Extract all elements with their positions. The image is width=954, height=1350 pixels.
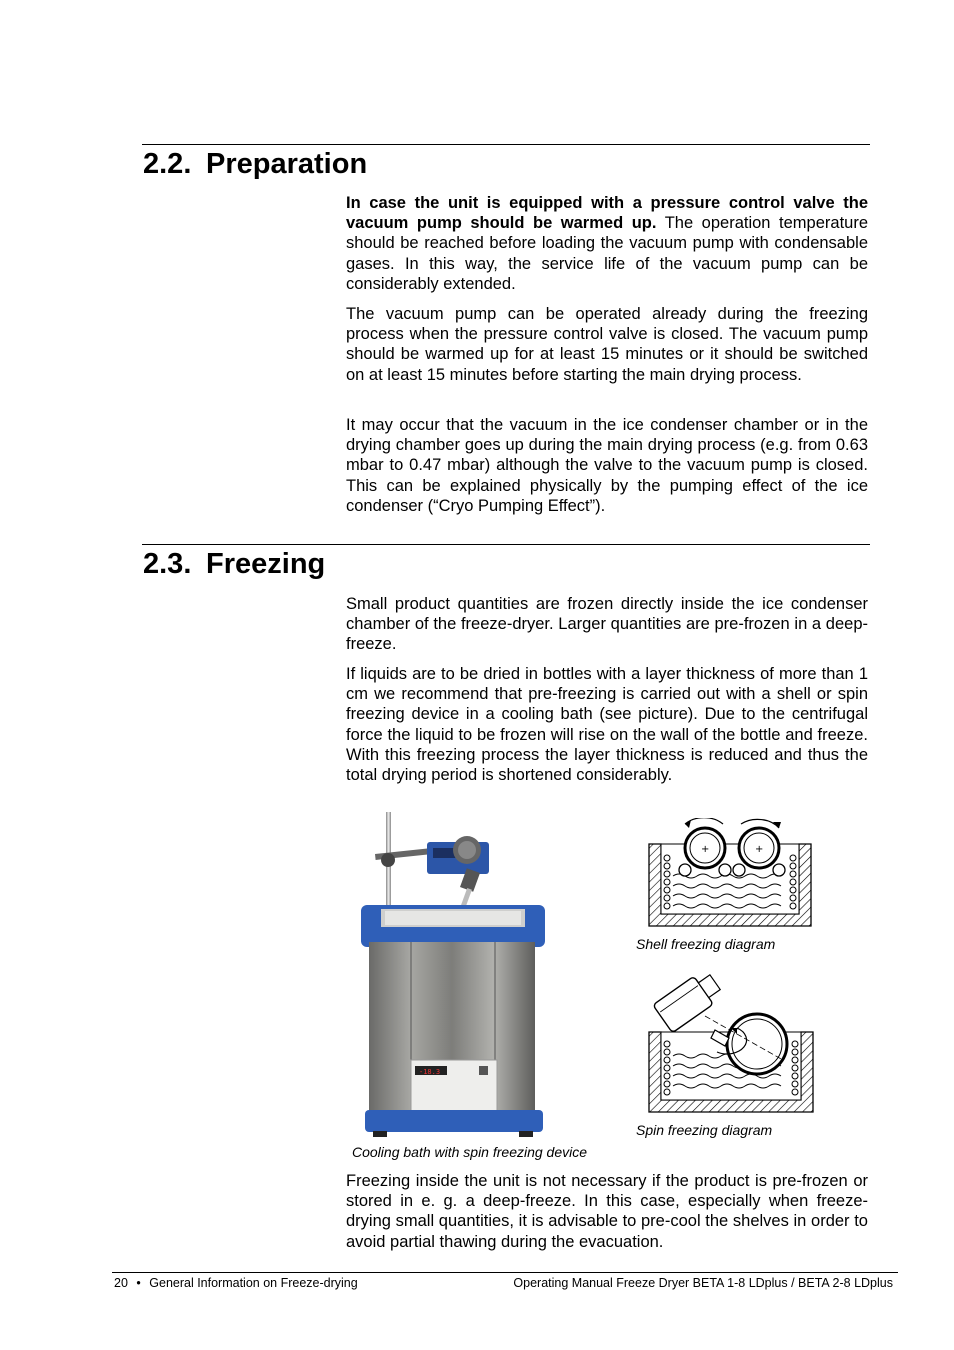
section-rule-freezing bbox=[142, 544, 870, 545]
heading-number: 2.2. bbox=[143, 148, 192, 180]
footer-bullet: • bbox=[136, 1276, 141, 1290]
preparation-bold-lead: In case the unit is equipped with a pressure control valve the vacuum pump should be warmed up. bbox=[346, 194, 868, 233]
heading-freezing bbox=[143, 547, 325, 581]
preparation-paragraph-1-rest: The operation temperature should be reached before loading the vacuum pump with condensable gases. In this way, the service life of the vacuum pump can be considerably extended. bbox=[346, 214, 868, 293]
cooling-bath-caption: Cooling bath with spin freezing device bbox=[352, 1144, 588, 1160]
preparation-paragraph-1 bbox=[346, 193, 868, 294]
spin-freezing-diagram bbox=[645, 972, 817, 1114]
preparation-paragraph-2: The vacuum pump can be operated already during the freezing process when the pressure control valve is closed. The vacuum pump should be warmed up for at least 15 minutes or it should be switched on at least 15 minutes before starting the main drying process. bbox=[346, 305, 868, 384]
svg-text:+: + bbox=[755, 844, 764, 855]
shell-freezing-caption: Shell freezing diagram bbox=[636, 936, 776, 952]
svg-text:+: + bbox=[701, 844, 710, 855]
section-rule-preparation bbox=[142, 144, 870, 145]
heading-number: 2.3. bbox=[143, 548, 192, 580]
heading-title: Freezing bbox=[206, 548, 326, 580]
footer-manual-title: Operating Manual Freeze Dryer BETA 1-8 LDplus / BETA 2-8 LDplus bbox=[513, 1276, 893, 1290]
svg-text:-18.3: -18.3 bbox=[419, 1068, 441, 1076]
cooling-bath-photo bbox=[355, 810, 550, 1140]
spin-freezing-caption: Spin freezing diagram bbox=[636, 1122, 773, 1138]
freezing-paragraph-1: Small product quantities are frozen directly inside the ice condenser chamber of the freeze-dryer. Larger quantities are pre-frozen in a deep-freeze. bbox=[346, 595, 868, 654]
heading-title: Preparation bbox=[206, 148, 368, 180]
shell-freezing-diagram bbox=[645, 818, 815, 930]
heading-preparation bbox=[143, 147, 367, 181]
freezing-paragraph-2: If liquids are to be dried in bottles with a layer thickness of more than 1 cm we recommend that pre-freezing is carried out with a shell or spin freezing device in a cooling bath (see picture). Due to the centrifugal force the liquid to be frozen will rise on the wall of the bottle and freeze. With this freezing process the layer thickness is reduced and thus the total drying period is shortened considerably. bbox=[346, 665, 868, 785]
footer-rule bbox=[112, 1272, 898, 1273]
freezing-paragraph-3: Freezing inside the unit is not necessary if the product is pre-frozen or stored in e. g. a deep-freeze. In this case, especially when freeze-drying small quantities, it is advisable to pre-cool the shelves in order to avoid partial thawing during the evacuation. bbox=[346, 1172, 868, 1251]
footer-left bbox=[114, 1276, 358, 1291]
page-number: 20 bbox=[114, 1276, 128, 1290]
preparation-paragraph-3: It may occur that the vacuum in the ice condenser chamber or in the drying chamber goes up during the main drying process (e.g. from 0.63 mbar to 0.47 mbar) although the valve to the vacuum pump is closed. This can be explained physically by the pumping effect of the ice condenser (“Cryo Pumping Effect”). bbox=[346, 416, 868, 515]
footer-chapter: General Information on Freeze-drying bbox=[149, 1276, 358, 1290]
